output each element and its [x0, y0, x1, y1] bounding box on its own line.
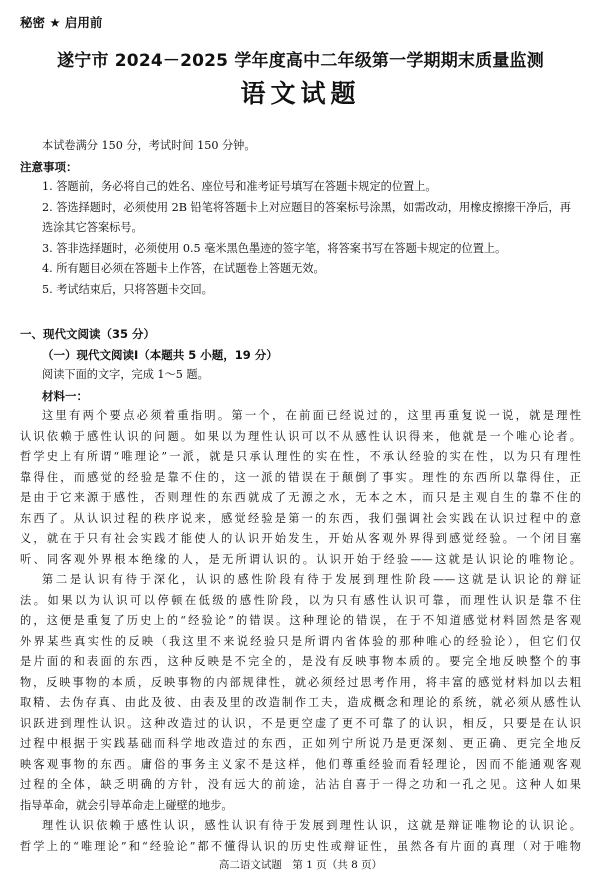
- passage-line: 靠得住，而感觉的经验是靠不住的，这一派的错误在于颠倒了事实。理性的东西所以靠得住，正: [20, 470, 581, 484]
- passage-line: 义，就在于只有社会实践才能使人的认识开始发生，开始从客观外界得到感觉经验。一个闭目塞: [20, 532, 581, 545]
- section-instruction: 阅读下面的文字，完成 1～5 题。: [42, 368, 209, 381]
- passage: [20, 406, 581, 857]
- passage-line: 是片面的和表面的东西，这种反映是不完全的，是没有反映事物本质的。要完全地反映整个的事: [20, 655, 581, 668]
- passage-line: 第二是认识有待于深化，认识的感性阶段有待于发展到理性阶段——这就是认识论的辩证: [42, 573, 581, 586]
- exam-intro: 本试卷满分 150 分，考试时间 150 分钟。: [42, 139, 256, 152]
- passage-line: 法。如果以为认识可以停顿在低级的感性阶段，以为只有感性认识可靠，而理性认识是靠不住: [20, 593, 581, 607]
- note-item: 5. 考试结束后，只将答题卡交回。: [42, 282, 213, 296]
- material-label: 材料一：: [42, 388, 88, 403]
- passage-line: 听、同客观外界根本绝缘的人，是无所谓认识的。认识开始于经验——这就是认识论的唯物论。: [20, 552, 581, 566]
- note-item: 2. 答选择题时，必须使用 2B 铅笔将答题卡上对应题目的答案标号涂黑，如需改动，用橡皮擦擦干净后，再选涂其它答案标号。: [42, 200, 571, 234]
- secret-label: 秘密 ★ 启用前: [20, 15, 103, 30]
- page-footer: 高二语文试题 第 1 页（共 8 页）: [218, 859, 383, 871]
- passage-line: 物，反映事物的本质，反映事物的内部规律性，就必须经过思考作用，将丰富的感觉材料加以去粗: [20, 675, 581, 689]
- passage-line: 是由于它来源于感性，否则理性的东西就成了无源之水，无本之木，而只是主观自生的靠不住的: [20, 491, 581, 504]
- notes-heading: 注意事项：: [20, 159, 78, 174]
- passage-line: 的，这便是重复了历史上的“经验论”的错误。这种理论的错误，在于不知道感觉材料固然是客观: [20, 614, 581, 627]
- exam-title: 遂宁市 2024－2025 学年度高中二年级第一学期期末质量监测: [57, 51, 544, 71]
- note-item: 3. 答非选择题时，必须使用 0.5 毫米黑色墨迹的签字笔，将答案书写在答题卡规定的位置上。: [42, 241, 507, 255]
- passage-line: 识跃进到理性认识。这种改造过的认识，不是更空虚了更不可靠了的认识，相反，只要是在认识: [20, 716, 581, 730]
- passage-line: 映客观事物的东西。庸俗的事务主义家不是这样，他们尊重经验而看轻理论，因而不能通观客观: [20, 757, 581, 771]
- note-item: 4. 所有题目必须在答题卡上作答，在试题卷上答题无效。: [42, 262, 325, 275]
- passage-line: 过程的全体，缺乏明确的方针，没有远大的前途，沾沾自喜于一得之功和一孔之见。这种人如果: [20, 778, 581, 791]
- section-subtitle: （一）现代文阅读Ⅰ（本题共 5 小题，19 分）: [42, 347, 278, 362]
- passage-line: 认识依赖于感性认识的问题。如果以为理性认识可以不从感性认识得来，他就是一个唯心论者。: [20, 429, 581, 443]
- section-title: 一、现代文阅读（35 分）: [20, 327, 156, 341]
- passage-line: 东西了。从认识过程的秩序说来，感觉经验是第一的东西，我们强调社会实践在认识过程中的意: [20, 511, 581, 525]
- subject-title: 语文试题: [240, 79, 361, 108]
- passage-line: 理性认识依赖于感性认识，感性认识有待于发展到理性认识，这就是辩证唯物论的认识论。: [42, 819, 581, 832]
- passage-line: 这里有两个要点必须着重指明。第一个，在前面已经说过的，这里再重复说一说，就是理性: [42, 409, 581, 422]
- passage-line: 过程中根据于实践基础而科学地改造过的东西，正如列宁所说乃是更深刻、更正确、更完全地反: [20, 737, 581, 750]
- notes-list: [20, 177, 581, 300]
- note-item: 1. 答题前，务必将自己的姓名、座位号和准考证号填写在答题卡规定的位置上。: [42, 180, 437, 193]
- passage-line: 指导革命，就会引导革命走上碰壁的地步。: [20, 798, 233, 812]
- passage-line: 取精、去伪存真、由此及彼、由表及里的改造制作工夫，造成概念和理论的系统，就必须从感性认: [20, 696, 581, 709]
- passage-line: 哲学上的“唯理论”和“经验论”都不懂得认识的历史性或辩证性，虽然各有片面的真理（对于唯物: [20, 839, 581, 853]
- passage-line: 哲学史上有所谓“唯理论”一派，就是只承认理性的实在性，不承认经验的实在性，以为只有理性: [20, 450, 581, 463]
- passage-line: 外界某些真实性的反映（我这里不来说经验只是所谓内省体验的那种唯心的经验论），但它们仅: [20, 634, 581, 648]
